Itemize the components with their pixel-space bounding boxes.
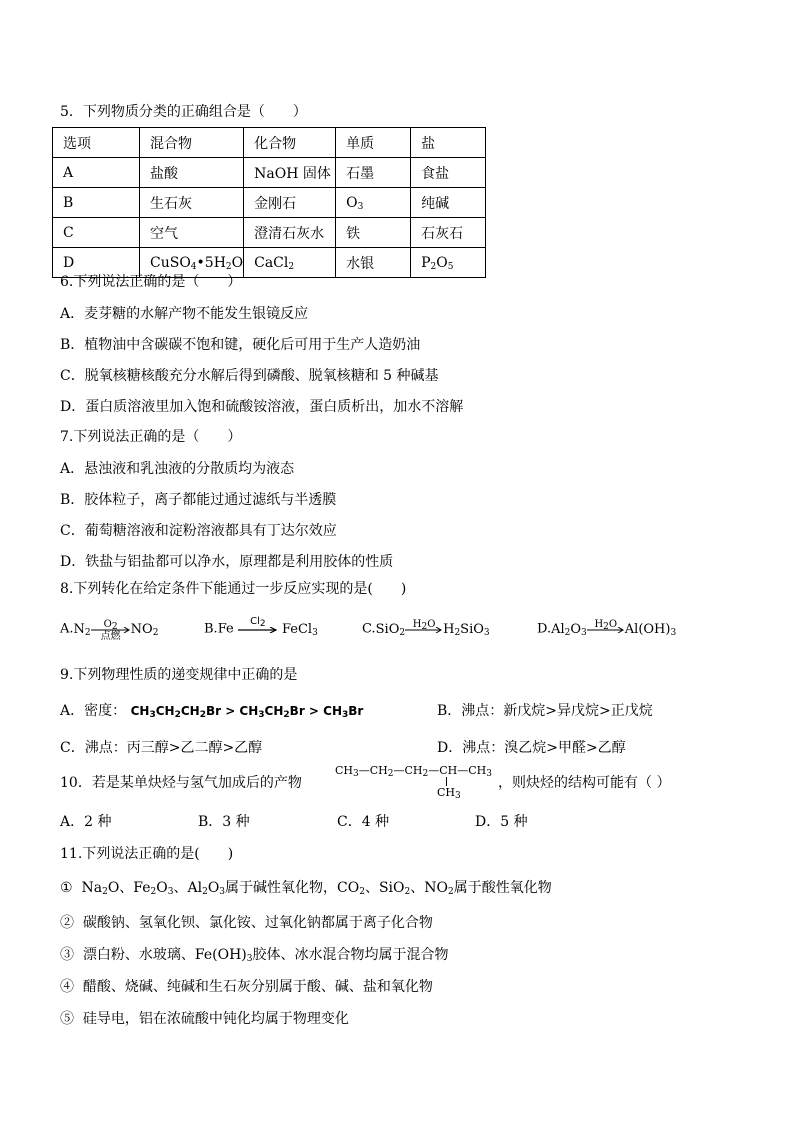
q11-item-2: ② 碳酸钠、氢氧化钡、氯化铵、过氧化钠都属于离子化合物	[60, 915, 433, 931]
q8-option-a: $A.N_2$ $O_2$ 点燃 $NO_2$	[60, 619, 159, 642]
q11-item-3: ③ 漂白粉、水玻璃、$Fe(OH)_3$胶体、冰水混合物均属于混合物	[60, 947, 449, 964]
q11-item-4: ④ 醋酸、烧碱、纯碱和生石灰分别属于酸、碱、盐和氧化物	[60, 979, 433, 995]
table-cell: NaOH 固体	[244, 158, 336, 188]
q10-structure: $CH_3—CH_2—CH_2—CH—CH_3$ $CH_3$	[335, 764, 493, 801]
table-cell: 石灰石	[411, 218, 486, 248]
q10-stem-before: 10．若是某单炔烃与氢气加成后的产物	[60, 775, 302, 791]
q8-option-c: C.SiO$_2$ $H_2O$ $H_2SiO_3$	[362, 619, 490, 638]
table-cell: B	[53, 188, 140, 218]
q9-option-b: B．沸点：新戊烷>异戊烷>正戊烷	[437, 703, 653, 719]
q10-option-a: A．2 种	[60, 814, 112, 830]
table-cell: D	[53, 248, 140, 278]
q7-option-d: D．铁盐与铝盐都可以净水，原理都是利用胶体的性质	[60, 554, 394, 570]
table-cell: $O_3$	[336, 188, 411, 218]
q6-option-c: C．脱氧核糖核酸充分水解后得到磷酸、脱氧核糖和 5 种碱基	[60, 368, 439, 384]
q10-option-b: B．3 种	[198, 814, 250, 830]
q9-option-a: A．密度： $CH_3CH_2CH_2Br > CH_3CH_2Br > CH_3Br$	[60, 703, 364, 720]
q11-stem: 11.下列说法正确的是( )	[60, 846, 234, 862]
table-cell: CaCl$_2$	[244, 248, 336, 278]
table-row	[53, 128, 486, 158]
q11-item-1: ① $Na_2O$、$Fe_2O_3$、$Al_2O_3$属于碱性氧化物，$CO_2$、SiO$_2$、$NO_2$属于酸性氧化物	[60, 880, 552, 897]
q8-option-b: B.Fe $Cl_2$ FeCl$_3$	[204, 616, 318, 638]
q7-option-c: C．葡萄糖溶液和淀粉溶液都具有丁达尔效应	[60, 523, 337, 539]
table-header: 化合物	[244, 128, 336, 158]
q6-option-b: B．植物油中含碳碳不饱和键，硬化后可用于生产人造奶油	[60, 337, 421, 353]
q6-option-d: D．蛋白质溶液里加入饱和硫酸铵溶液，蛋白质析出，加水不溶解	[60, 399, 464, 415]
table-row	[53, 218, 486, 248]
reaction-arrow: $O_2$ 点燃	[91, 620, 131, 638]
q10-stem-after: ，则炔烃的结构可能有（ ）	[498, 775, 671, 791]
table-cell: 盐酸	[140, 158, 244, 188]
table-cell: 生石灰	[140, 188, 244, 218]
q6-stem: 6.下列说法正确的是（ ）	[60, 274, 242, 290]
table-cell: 铁	[336, 218, 411, 248]
table-cell: 石墨	[336, 158, 411, 188]
q9-stem: 9.下列物理性质的递变规律中正确的是	[60, 667, 298, 683]
table-header: 盐	[411, 128, 486, 158]
table-cell: 食盐	[411, 158, 486, 188]
q6-option-a: A．麦芽糖的水解产物不能发生银镜反应	[60, 306, 309, 322]
table-cell: C	[53, 218, 140, 248]
q7-option-b: B．胶体粒子，离子都能过通过滤纸与半透膜	[60, 492, 337, 508]
table-cell: 空气	[140, 218, 244, 248]
q7-option-a: A．悬浊液和乳浊液的分散质均为液态	[60, 461, 295, 477]
table-cell: 澄清石灰水	[244, 218, 336, 248]
q10-option-c: C．4 种	[337, 814, 390, 830]
q5-stem: 5．下列物质分类的正确组合是（ ）	[60, 104, 307, 120]
table-header: 混合物	[140, 128, 244, 158]
q10-option-d: D．5 种	[475, 814, 528, 830]
q8-stem: 8.下列转化在给定条件下能通过一步反应实现的是( )	[60, 581, 407, 597]
table-header: 单质	[336, 128, 411, 158]
table-cell: A	[53, 158, 140, 188]
table-header: 选项	[53, 128, 140, 158]
table-row	[53, 188, 486, 218]
table-cell: $P_2O_5$	[411, 248, 486, 278]
table-row	[53, 158, 486, 188]
table-cell: 金刚石	[244, 188, 336, 218]
table-cell: 水银	[336, 248, 411, 278]
q11-item-5: ⑤ 硅导电，铝在浓硫酸中钝化均属于物理变化	[60, 1011, 349, 1027]
q9-option-c: C．沸点：丙三醇>乙二醇>乙醇	[60, 740, 263, 756]
reaction-arrow: $H_2O$	[405, 620, 443, 638]
reaction-arrow: $H_2O$	[587, 620, 625, 638]
table-cell: 纯碱	[411, 188, 486, 218]
q8-option-d: $D.Al_2O_3$ $H_2O$ $Al(OH)_3$	[537, 619, 677, 638]
q9-option-d: D．沸点：溴乙烷>甲醛>乙醇	[437, 740, 626, 756]
q5-table	[52, 127, 486, 278]
table-cell: $CuSO_4•5H_2O$	[140, 248, 244, 278]
q7-stem: 7.下列说法正确的是（ ）	[60, 429, 242, 445]
reaction-arrow: $Cl_2$	[238, 620, 278, 638]
